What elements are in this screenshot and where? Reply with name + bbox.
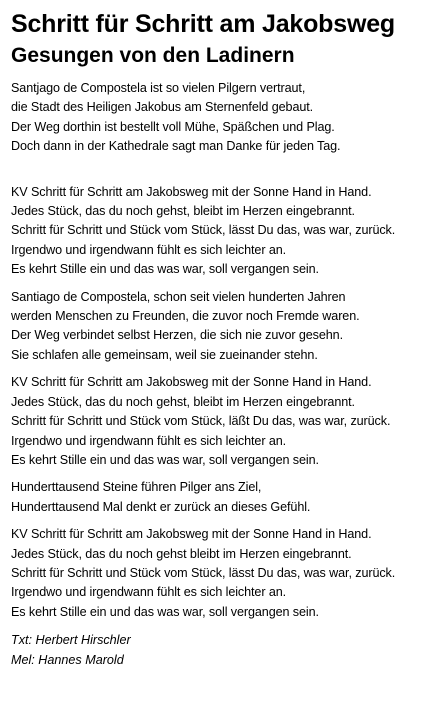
lyric-line: Irgendwo und irgendwann fühlt es sich leichter an.	[11, 433, 287, 448]
lyric-line: Jedes Stück, das du noch gehst, bleibt im Herzen eingebrannt.	[11, 204, 355, 219]
lyricist-credit: Txt: Herbert Hirschler	[11, 633, 131, 648]
chorus-1	[11, 183, 441, 280]
credits	[11, 630, 441, 670]
lyric-line: Jedes Stück, das du noch gehst, bleibt im Herzen eingebrannt.	[11, 394, 355, 409]
lyric-line: Der Weg dorthin ist bestellt voll Mühe, Späßchen und Plag.	[11, 119, 335, 134]
stanza-2	[11, 288, 441, 366]
lyric-line: Irgendwo und irgendwann fühlt es sich leichter an.	[11, 585, 287, 600]
stanza-1	[11, 79, 441, 157]
lyric-line: Hunderttausend Steine führen Pilger ans Ziel,	[11, 480, 262, 495]
lyric-line: Schritt für Schritt und Stück vom Stück, lässt Du das, was war, zurück.	[11, 565, 396, 580]
song-subtitle: Gesungen von den Ladinern	[11, 44, 295, 67]
lyric-line: Schritt für Schritt und Stück vom Stück, lässt Du das, was war, zurück.	[11, 223, 396, 238]
lyric-line: Es kehrt Stille ein und das was war, soll vergangen sein.	[11, 604, 319, 619]
composer-credit: Mel: Hannes Marold	[11, 653, 124, 668]
lyric-line: werden Menschen zu Freunden, die zuvor noch Fremde waren.	[11, 309, 360, 324]
lyrics-document	[11, 8, 441, 670]
chorus-2	[11, 373, 441, 470]
lyric-line: Santiago de Compostela, schon seit vielen hunderten Jahren	[11, 289, 346, 304]
lyric-line: Jedes Stück, das du noch gehst bleibt im Herzen eingebrannt.	[11, 546, 352, 561]
lyric-line: Hunderttausend Mal denkt er zurück an dieses Gefühl.	[11, 499, 311, 514]
lyric-line: Santjago de Compostela ist so vielen Pilgern vertraut,	[11, 81, 306, 95]
lyric-line: Sie schlafen alle gemeinsam, weil sie zueinander stehn.	[11, 347, 318, 362]
lyric-line: Schritt für Schritt und Stück vom Stück, läßt Du das, was war, zurück.	[11, 414, 391, 429]
stanza-3	[11, 478, 441, 517]
lyric-line: KV Schritt für Schritt am Jakobsweg mit der Sonne Hand in Hand.	[11, 184, 372, 199]
lyric-line: Der Weg verbindet selbst Herzen, die sich nie zuvor gesehn.	[11, 328, 343, 343]
lyric-line: Es kehrt Stille ein und das was war, soll vergangen sein.	[11, 452, 319, 467]
chorus-3	[11, 525, 441, 622]
lyric-line: Irgendwo und irgendwann fühlt es sich leichter an.	[11, 242, 287, 257]
lyric-line: Es kehrt Stille ein und das was war, soll vergangen sein.	[11, 262, 319, 277]
lyric-line: die Stadt des Heiligen Jakobus am Sternenfeld gebaut.	[11, 100, 314, 115]
song-title: Schritt für Schritt am Jakobsweg	[11, 10, 395, 38]
lyric-line: Doch dann in der Kathedrale sagt man Danke für jeden Tag.	[11, 139, 341, 154]
lyric-line: KV Schritt für Schritt am Jakobsweg mit der Sonne Hand in Hand.	[11, 375, 372, 390]
lyric-line: KV Schritt für Schritt am Jakobsweg mit der Sonne Hand in Hand.	[11, 527, 372, 542]
